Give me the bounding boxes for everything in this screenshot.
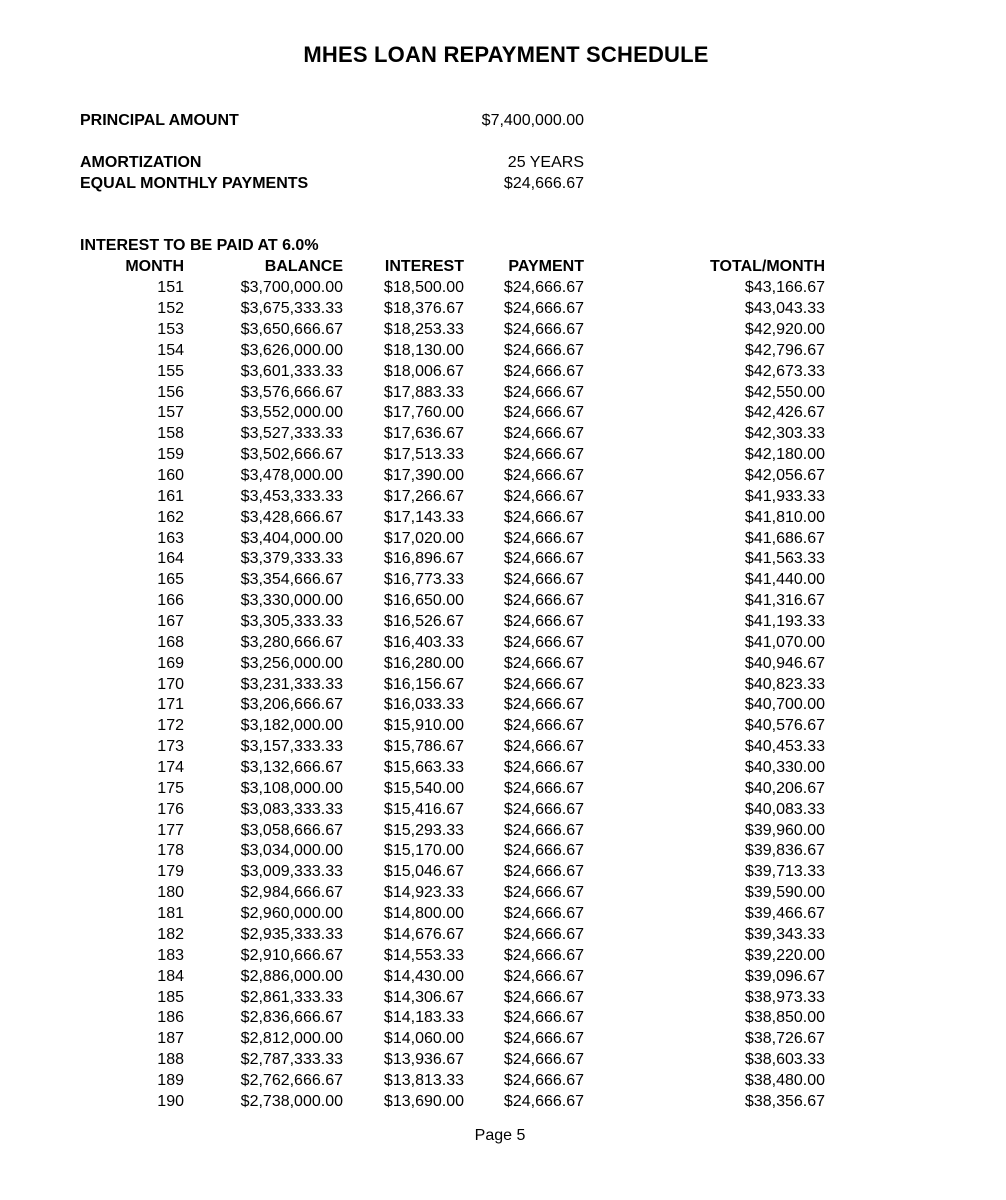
payment-cell: $24,666.67	[503, 988, 584, 1006]
payment-cell: $24,666.67	[503, 925, 584, 943]
payment-cell: $24,666.67	[503, 321, 584, 338]
balance-cell: $2,910,666.67	[240, 946, 343, 964]
interest-cell: $15,910.00	[383, 717, 464, 735]
month-cell: 162	[157, 508, 184, 526]
table-row	[80, 737, 825, 758]
interest-cell: $14,800.00	[383, 905, 464, 923]
month-cell: 179	[157, 863, 184, 881]
total-month-cell: $43,166.67	[744, 279, 825, 297]
interest-cell: $15,540.00	[383, 779, 464, 797]
balance-cell: $3,182,000.00	[240, 717, 343, 735]
payment-cell: $24,666.67	[503, 300, 584, 318]
table-row	[80, 1071, 825, 1092]
payment-cell: $24,666.67	[503, 800, 584, 818]
interest-cell: $16,526.67	[383, 613, 464, 631]
repayment-schedule-table	[80, 257, 825, 1112]
total-month-cell: $39,836.67	[744, 842, 825, 860]
month-cell: 183	[157, 946, 184, 964]
total-month-cell: $43,043.33	[744, 300, 825, 318]
column-header-total-month: TOTAL/MONTH	[710, 258, 825, 276]
total-month-cell: $38,850.00	[744, 1009, 825, 1027]
month-cell: 157	[157, 404, 184, 422]
table-row	[80, 361, 825, 382]
month-cell: 161	[157, 487, 184, 505]
table-row	[80, 1029, 825, 1050]
payment-cell: $24,666.67	[503, 884, 584, 902]
interest-cell: $15,663.33	[383, 759, 464, 777]
total-month-cell: $40,453.33	[744, 738, 825, 756]
interest-cell: $14,183.33	[383, 1009, 464, 1027]
interest-cell: $17,143.33	[383, 508, 464, 526]
total-month-cell: $39,960.00	[744, 821, 825, 839]
balance-cell: $2,812,000.00	[240, 1030, 343, 1048]
balance-cell: $3,058,666.67	[240, 821, 343, 839]
total-month-cell: $40,576.67	[744, 717, 825, 735]
balance-cell: $3,330,000.00	[240, 592, 343, 610]
table-row	[80, 841, 825, 862]
month-cell: 190	[157, 1092, 184, 1110]
balance-cell: $3,256,000.00	[240, 654, 343, 672]
total-month-cell: $41,563.33	[744, 550, 825, 568]
column-header-balance: BALANCE	[264, 258, 343, 276]
balance-cell: $3,650,666.67	[240, 321, 343, 338]
total-month-cell: $42,796.67	[744, 341, 825, 359]
interest-cell: $14,060.00	[383, 1030, 464, 1048]
balance-cell: $3,626,000.00	[240, 341, 343, 359]
interest-cell: $18,253.33	[383, 321, 464, 338]
total-month-cell: $42,920.00	[744, 321, 825, 338]
table-row	[80, 340, 825, 361]
balance-cell: $2,762,666.67	[240, 1071, 343, 1089]
total-month-cell: $39,096.67	[744, 967, 825, 985]
table-row	[80, 862, 825, 883]
interest-cell: $16,403.33	[383, 633, 464, 651]
month-cell: 159	[157, 446, 184, 464]
table-row	[80, 674, 825, 695]
balance-cell: $2,738,000.00	[240, 1092, 343, 1110]
table-row	[80, 466, 825, 487]
balance-cell: $3,453,333.33	[240, 487, 343, 505]
total-month-cell: $41,810.00	[744, 508, 825, 526]
interest-cell: $15,293.33	[383, 821, 464, 839]
table-row	[80, 653, 825, 674]
month-cell: 174	[157, 759, 184, 777]
table-row	[80, 549, 825, 570]
month-cell: 166	[157, 592, 184, 610]
table-row	[80, 424, 825, 445]
table-row	[80, 320, 825, 341]
payment-cell: $24,666.67	[503, 905, 584, 923]
monthly-payments-label: EQUAL MONTHLY PAYMENTS	[80, 175, 309, 192]
payment-cell: $24,666.67	[503, 1051, 584, 1069]
month-cell: 189	[157, 1071, 184, 1089]
month-cell: 170	[157, 675, 184, 693]
table-row	[80, 632, 825, 653]
payment-cell: $24,666.67	[503, 446, 584, 464]
table-row	[80, 716, 825, 737]
balance-cell: $3,527,333.33	[240, 425, 343, 443]
balance-cell: $2,787,333.33	[240, 1051, 343, 1069]
balance-cell: $3,231,333.33	[240, 675, 343, 693]
payment-cell: $24,666.67	[503, 404, 584, 422]
month-cell: 181	[157, 905, 184, 923]
balance-cell: $3,132,666.67	[240, 759, 343, 777]
balance-cell: $3,009,333.33	[240, 863, 343, 881]
table-row	[80, 1050, 825, 1071]
table-row	[80, 507, 825, 528]
total-month-cell: $39,343.33	[744, 925, 825, 943]
payment-cell: $24,666.67	[503, 613, 584, 631]
payment-cell: $24,666.67	[503, 1071, 584, 1089]
table-row	[80, 299, 825, 320]
payment-cell: $24,666.67	[503, 759, 584, 777]
total-month-cell: $38,356.67	[744, 1092, 825, 1110]
monthly-payments-value: $24,666.67	[503, 175, 584, 192]
table-row	[80, 799, 825, 820]
month-cell: 152	[157, 300, 184, 318]
total-month-cell: $40,700.00	[744, 696, 825, 714]
month-cell: 184	[157, 967, 184, 985]
interest-cell: $16,280.00	[383, 654, 464, 672]
interest-cell: $18,006.67	[383, 362, 464, 380]
payment-cell: $24,666.67	[503, 592, 584, 610]
table-row	[80, 591, 825, 612]
table-row	[80, 925, 825, 946]
balance-cell: $3,576,666.67	[240, 383, 343, 401]
payment-cell: $24,666.67	[503, 842, 584, 860]
table-row	[80, 778, 825, 799]
payment-cell: $24,666.67	[503, 1030, 584, 1048]
total-month-cell: $41,193.33	[744, 613, 825, 631]
total-month-cell: $39,466.67	[744, 905, 825, 923]
table-row	[80, 612, 825, 633]
balance-cell: $3,601,333.33	[240, 362, 343, 380]
total-month-cell: $41,070.00	[744, 633, 825, 651]
total-month-cell: $42,180.00	[744, 446, 825, 464]
month-cell: 188	[157, 1051, 184, 1069]
interest-cell: $14,676.67	[383, 925, 464, 943]
month-cell: 155	[157, 362, 184, 380]
month-cell: 178	[157, 842, 184, 860]
month-cell: 160	[157, 467, 184, 485]
payment-cell: $24,666.67	[503, 1009, 584, 1027]
month-cell: 168	[157, 633, 184, 651]
table-row	[80, 883, 825, 904]
month-cell: 165	[157, 571, 184, 589]
total-month-cell: $41,933.33	[744, 487, 825, 505]
payment-cell: $24,666.67	[503, 529, 584, 547]
interest-cell: $16,650.00	[383, 592, 464, 610]
total-month-cell: $40,083.33	[744, 800, 825, 818]
interest-cell: $13,690.00	[383, 1092, 464, 1110]
total-month-cell: $42,550.00	[744, 383, 825, 401]
table-row	[80, 695, 825, 716]
table-row	[80, 758, 825, 779]
payment-cell: $24,666.67	[503, 362, 584, 380]
payment-cell: $24,666.67	[503, 779, 584, 797]
month-cell: 180	[157, 884, 184, 902]
balance-cell: $3,108,000.00	[240, 779, 343, 797]
month-cell: 173	[157, 738, 184, 756]
month-cell: 186	[157, 1009, 184, 1027]
table-row	[80, 486, 825, 507]
total-month-cell: $38,726.67	[744, 1030, 825, 1048]
interest-cell: $17,636.67	[383, 425, 464, 443]
interest-cell: $17,883.33	[383, 383, 464, 401]
month-cell: 175	[157, 779, 184, 797]
interest-cell: $18,130.00	[383, 341, 464, 359]
payment-cell: $24,666.67	[503, 654, 584, 672]
table-row	[80, 987, 825, 1008]
interest-cell: $18,376.67	[383, 300, 464, 318]
month-cell: 182	[157, 925, 184, 943]
principal-label: PRINCIPAL AMOUNT	[80, 112, 239, 129]
month-cell: 153	[157, 321, 184, 338]
month-cell: 171	[157, 696, 184, 714]
interest-cell: $15,416.67	[383, 800, 464, 818]
interest-cell: $13,936.67	[383, 1051, 464, 1069]
month-cell: 172	[157, 717, 184, 735]
payment-cell: $24,666.67	[503, 571, 584, 589]
table-row	[80, 403, 825, 424]
total-month-cell: $40,823.33	[744, 675, 825, 693]
interest-cell: $16,033.33	[383, 696, 464, 714]
interest-cell: $15,046.67	[383, 863, 464, 881]
total-month-cell: $42,303.33	[744, 425, 825, 443]
month-cell: 164	[157, 550, 184, 568]
table-row	[80, 904, 825, 925]
balance-cell: $3,034,000.00	[240, 842, 343, 860]
amortization-label: AMORTIZATION	[80, 154, 202, 171]
interest-cell: $16,773.33	[383, 571, 464, 589]
balance-cell: $3,552,000.00	[240, 404, 343, 422]
payment-cell: $24,666.67	[503, 863, 584, 881]
interest-cell: $17,760.00	[383, 404, 464, 422]
month-cell: 158	[157, 425, 184, 443]
total-month-cell: $42,056.67	[744, 467, 825, 485]
month-cell: 167	[157, 613, 184, 631]
total-month-cell: $40,330.00	[744, 759, 825, 777]
amortization-value: 25 YEARS	[507, 154, 584, 171]
total-month-cell: $40,206.67	[744, 779, 825, 797]
total-month-cell: $39,220.00	[744, 946, 825, 964]
payment-cell: $24,666.67	[503, 1092, 584, 1110]
payment-cell: $24,666.67	[503, 633, 584, 651]
payment-cell: $24,666.67	[503, 717, 584, 735]
balance-cell: $2,836,666.67	[240, 1009, 343, 1027]
month-cell: 156	[157, 383, 184, 401]
balance-cell: $2,861,333.33	[240, 988, 343, 1006]
table-row	[80, 966, 825, 987]
balance-cell: $2,886,000.00	[240, 967, 343, 985]
month-cell: 176	[157, 800, 184, 818]
month-cell: 154	[157, 341, 184, 359]
page-number: Page 5	[474, 1127, 526, 1144]
balance-cell: $3,083,333.33	[240, 800, 343, 818]
payment-cell: $24,666.67	[503, 508, 584, 526]
balance-cell: $3,700,000.00	[240, 279, 343, 297]
payment-cell: $24,666.67	[503, 946, 584, 964]
payment-cell: $24,666.67	[503, 487, 584, 505]
month-cell: 169	[157, 654, 184, 672]
table-row	[80, 945, 825, 966]
payment-cell: $24,666.67	[503, 550, 584, 568]
balance-cell: $3,280,666.67	[240, 633, 343, 651]
payment-cell: $24,666.67	[503, 738, 584, 756]
interest-cell: $15,786.67	[383, 738, 464, 756]
interest-cell: $16,896.67	[383, 550, 464, 568]
table-row	[80, 528, 825, 549]
month-cell: 163	[157, 529, 184, 547]
principal-value: $7,400,000.00	[481, 112, 584, 129]
month-cell: 187	[157, 1030, 184, 1048]
balance-cell: $2,960,000.00	[240, 905, 343, 923]
table-header-row	[80, 257, 825, 278]
total-month-cell: $39,713.33	[744, 863, 825, 881]
table-row	[80, 570, 825, 591]
interest-cell: $17,266.67	[383, 487, 464, 505]
balance-cell: $3,206,666.67	[240, 696, 343, 714]
interest-cell: $18,500.00	[383, 279, 464, 297]
payment-cell: $24,666.67	[503, 279, 584, 297]
total-month-cell: $42,673.33	[744, 362, 825, 380]
table-row	[80, 445, 825, 466]
column-header-payment: PAYMENT	[508, 258, 584, 276]
balance-cell: $3,157,333.33	[240, 738, 343, 756]
payment-cell: $24,666.67	[503, 696, 584, 714]
balance-cell: $3,675,333.33	[240, 300, 343, 318]
payment-cell: $24,666.67	[503, 341, 584, 359]
balance-cell: $2,984,666.67	[240, 884, 343, 902]
total-month-cell: $41,440.00	[744, 571, 825, 589]
total-month-cell: $41,686.67	[744, 529, 825, 547]
total-month-cell: $41,316.67	[744, 592, 825, 610]
payment-cell: $24,666.67	[503, 383, 584, 401]
total-month-cell: $38,973.33	[744, 988, 825, 1006]
balance-cell: $2,935,333.33	[240, 925, 343, 943]
interest-cell: $17,390.00	[383, 467, 464, 485]
total-month-cell: $38,603.33	[744, 1051, 825, 1069]
interest-cell: $17,513.33	[383, 446, 464, 464]
page-title: MHES LOAN REPAYMENT SCHEDULE	[303, 42, 709, 67]
interest-cell: $14,306.67	[383, 988, 464, 1006]
table-row	[80, 1091, 825, 1112]
total-month-cell: $39,590.00	[744, 884, 825, 902]
balance-cell: $3,428,666.67	[240, 508, 343, 526]
table-row	[80, 382, 825, 403]
total-month-cell: $38,480.00	[744, 1071, 825, 1089]
month-cell: 185	[157, 988, 184, 1006]
table-row	[80, 820, 825, 841]
table-row	[80, 278, 825, 299]
balance-cell: $3,379,333.33	[240, 550, 343, 568]
interest-cell: $14,430.00	[383, 967, 464, 985]
interest-cell: $17,020.00	[383, 529, 464, 547]
payment-cell: $24,666.67	[503, 967, 584, 985]
payment-cell: $24,666.67	[503, 675, 584, 693]
payment-cell: $24,666.67	[503, 821, 584, 839]
month-cell: 151	[157, 279, 184, 297]
balance-cell: $3,478,000.00	[240, 467, 343, 485]
balance-cell: $3,354,666.67	[240, 571, 343, 589]
balance-cell: $3,305,333.33	[240, 613, 343, 631]
column-header-interest: INTEREST	[384, 258, 464, 276]
interest-cell: $14,923.33	[383, 884, 464, 902]
payment-cell: $24,666.67	[503, 467, 584, 485]
balance-cell: $3,502,666.67	[240, 446, 343, 464]
interest-cell: $15,170.00	[383, 842, 464, 860]
balance-cell: $3,404,000.00	[240, 529, 343, 547]
month-cell: 177	[157, 821, 184, 839]
interest-cell: $14,553.33	[383, 946, 464, 964]
column-header-month: MONTH	[125, 258, 184, 276]
interest-cell: $13,813.33	[383, 1071, 464, 1089]
interest-cell: $16,156.67	[383, 675, 464, 693]
total-month-cell: $42,426.67	[744, 404, 825, 422]
payment-cell: $24,666.67	[503, 425, 584, 443]
interest-heading: INTEREST TO BE PAID AT 6.0%	[80, 237, 319, 254]
table-row	[80, 1008, 825, 1029]
total-month-cell: $40,946.67	[744, 654, 825, 672]
